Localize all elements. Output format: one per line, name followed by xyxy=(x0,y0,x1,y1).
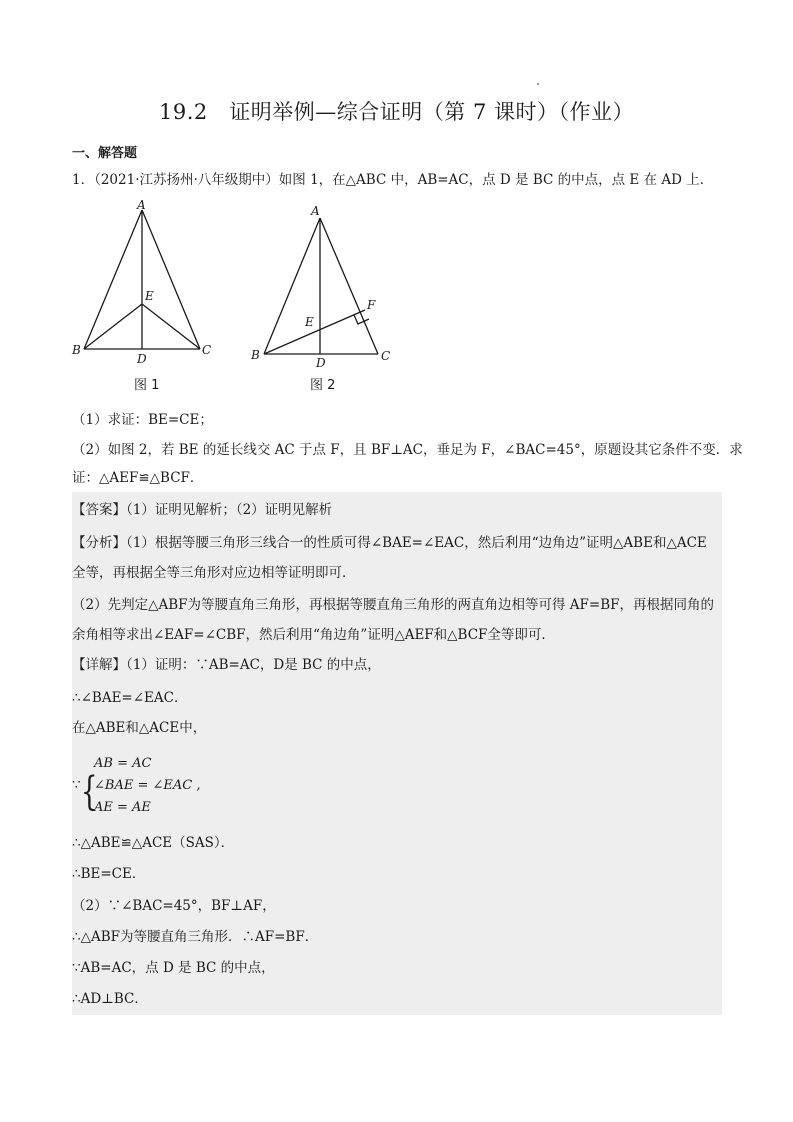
left-brace: { xyxy=(81,770,98,815)
detail-line-9: ∴AD⊥BC． xyxy=(72,991,148,1007)
condition-row-2: ∠BAE = ∠EAC , xyxy=(94,778,201,793)
congruence-conditions xyxy=(72,752,272,824)
problem-intro: 1．（2021·江苏扬州·八年级期中）如图 1，在△ABC 中，AB=AC，点 D 是 BC 的中点，点 E 在 AD 上． xyxy=(72,172,714,188)
figure-1-caption: 图 1 xyxy=(134,378,160,393)
page-title: 19.2 证明举例—综合证明（第 7 课时）（作业） xyxy=(159,100,634,124)
geometry-figures xyxy=(62,196,422,396)
fig2-label-f: F xyxy=(367,298,376,312)
condition-row-3: AE = AE xyxy=(94,800,151,815)
since-symbol: ∵ xyxy=(72,777,81,793)
question-1: （1）求证：BE=CE； xyxy=(72,412,213,428)
detail-line-4: ∴△ABE≌△ACE（SAS）． xyxy=(72,835,235,851)
fig2-label-c: C xyxy=(381,349,391,363)
condition-row-1: AB = AC xyxy=(94,756,152,771)
detail-line-2: ∴∠BAE=∠EAC． xyxy=(72,690,188,706)
detail-line-5: ∴BE=CE． xyxy=(72,866,146,882)
fig2-label-d: D xyxy=(316,356,326,370)
analysis-line-1: 【分析】（1）根据等腰三角形三线合一的性质可得∠BAE=∠EAC，然后利用“边角边”证明△ABE和△ACE xyxy=(72,535,707,551)
figure-1 xyxy=(84,210,200,349)
analysis-line-4: 余角相等求出∠EAF=∠CBF，然后利用“角边角”证明△AEF和△BCF全等即可． xyxy=(72,627,555,643)
fig2-side-ac xyxy=(320,218,378,354)
fig1-side-ac xyxy=(142,210,200,349)
question-2-line-2: 证：△AEF≌△BCF． xyxy=(72,470,204,486)
question-2-line-1: （2）如图 2，若 BE 的延长线交 AC 于点 F，且 BF⊥AC，垂足为 F，∠BAC=45°，原题设其它条件不变．求 xyxy=(72,442,743,458)
fig2-label-e: E xyxy=(305,315,314,329)
decorative-dot xyxy=(537,83,539,85)
fig1-label-e: E xyxy=(145,289,154,303)
figure-2 xyxy=(264,218,378,354)
analysis-line-3: （2）先判定△ABF为等腰直角三角形，再根据等腰直角三角形的两直角边相等可得 AF=BF，再根据同角的 xyxy=(72,597,715,613)
fig1-side-ab xyxy=(84,210,142,349)
fig2-label-b: B xyxy=(251,348,260,362)
detail-line-6: （2）∵∠BAC=45°，BF⊥AF， xyxy=(72,898,276,914)
detail-line-3: 在△ABE和△ACE中， xyxy=(72,720,207,736)
analysis-line-2: 全等，再根据全等三角形对应边相等证明即可． xyxy=(72,565,356,581)
fig2-label-a: A xyxy=(311,204,320,218)
fig1-label-b: B xyxy=(72,343,81,357)
section-heading: 一、解答题 xyxy=(72,146,138,161)
detail-line-8: ∵AB=AC，点 D 是 BC 的中点， xyxy=(72,960,275,976)
detail-line-1: 【详解】（1）证明：∵AB=AC，D是 BC 的中点， xyxy=(72,657,381,673)
fig1-label-c: C xyxy=(202,343,212,357)
detail-line-7: ∴△ABF为等腰直角三角形．∴AF=BF． xyxy=(72,929,319,945)
answer-line: 【答案】（1）证明见解析；（2）证明见解析 xyxy=(72,502,333,518)
figure-2-caption: 图 2 xyxy=(310,378,336,393)
fig1-label-a: A xyxy=(137,198,146,212)
fig1-label-d: D xyxy=(137,352,147,366)
